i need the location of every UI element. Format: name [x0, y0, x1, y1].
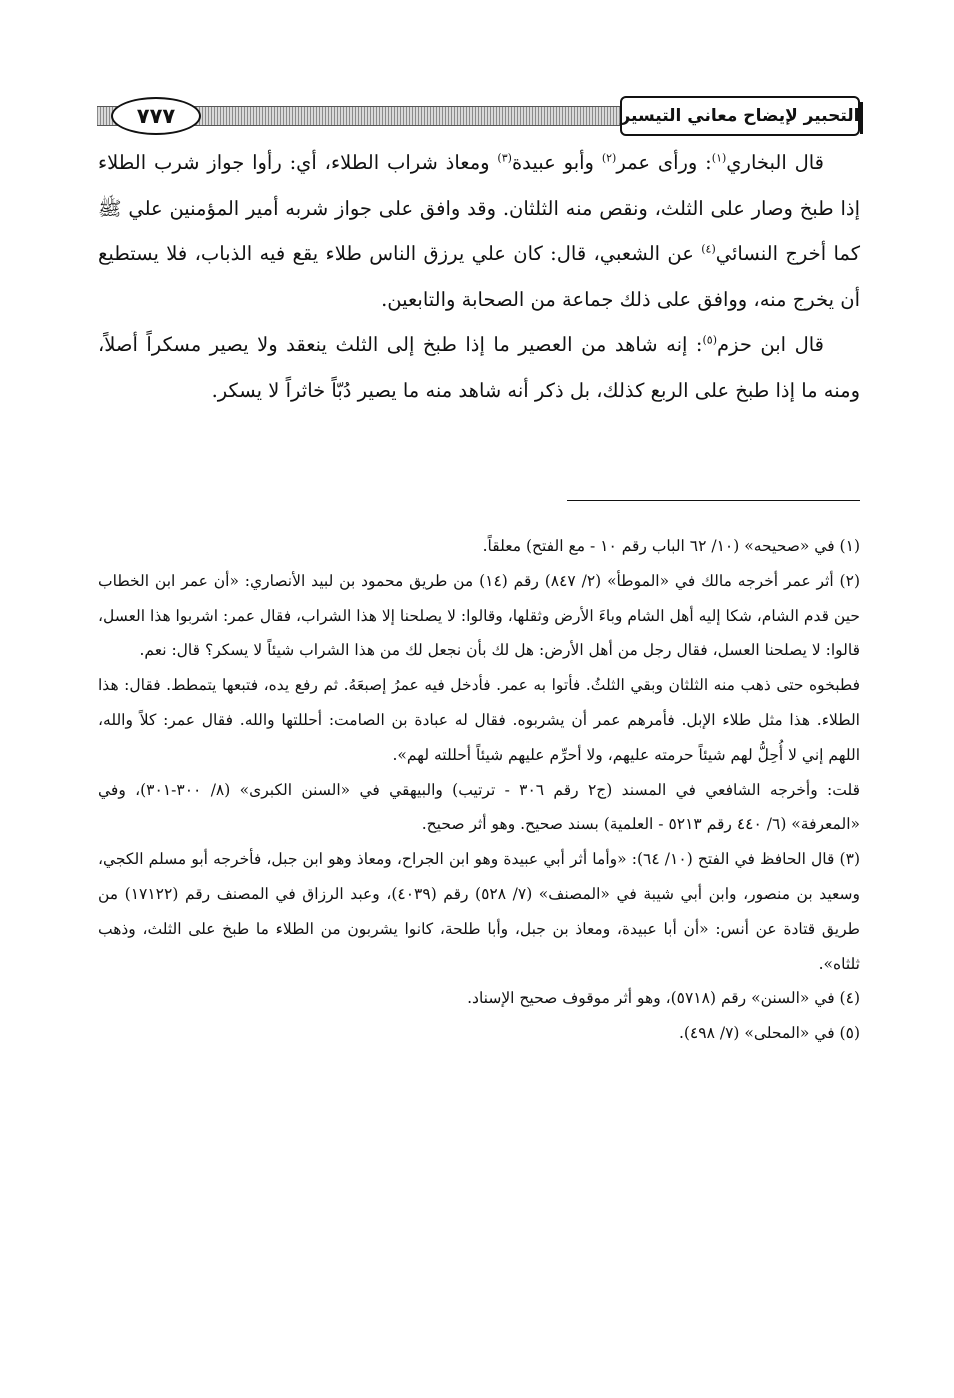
footnote-separator: [567, 500, 860, 501]
footnote-marker-5: (٥): [702, 333, 718, 347]
main-paragraph-1: قال البخاري$^{(١)}$: ورأى عمر$^{(٢)}$ وأبو عبيدة$^{(٣)}$ ومعاذ شراب الطلاء، أي: رأوا جواز شرب الطلاء إذا طبخ وصار على الثلث، ونقص منه الثلثان. وقد وافق على جواز شربه أمير المؤمنين علي ﷺ كما أخرج النسائي$^{(٤)}$ عن الشعبي، قال: كان علي يرزق الناس طلاء يقع فيه الذباب، فلا يستطيع أن يخرج منه، ووافق على ذلك جماعة من الصحابة والتابعين.: [98, 151, 860, 311]
page-header: [97, 96, 860, 136]
footnote-marker-2: (٢): [601, 151, 617, 165]
footnote-2-note: قلت: وأخرجه الشافعي في المسند (ج٢ رقم ٣٠٦ - ترتيب) والبيهقي في «السنن الكبرى» (٨/ ٣٠٠-٣٠١)، وفي «المعرفة» (٦/ ٤٤٠ رقم ٥٢١٣ - العلمية) بسند صحيح. وهو أثر صحيح.: [98, 780, 860, 834]
footnote-5: (٥) في «المحلى» (٧/ ٤٩٨).: [678, 1024, 860, 1043]
footnote-marker-1: (١): [711, 151, 727, 165]
footnote-2: (٢) أثر عمر أخرجه مالك في «الموطأ» (٢/ ٨٤٧) رقم (١٤) من طريق محمود بن لبيد الأنصاري: «أن عمر ابن الخطاب حين قدم الشام، شكا إليه أهل الشام وباءَ الأرض وثقلها، وقالوا: لا يصلحنا إلا هذا الشراب، فقال عمر: اشربوا هذا العسل، قالوا: لا يصلحنا العسل، فقال رجل من أهل الأرض: هل لك بأن نجعل لك من هذا الشراب شيئاً لا يسكر؟ قال: نعم.: [98, 571, 860, 660]
footnotes: [98, 529, 860, 1051]
footnote-1: (١) في «صحيحه» (١٠/ ٦٢ الباب رقم ١٠ - مع الفتح) معلقاً.: [482, 537, 860, 555]
page-number: ٧٧٧: [111, 97, 201, 135]
footnote-3: (٣) قال الحافظ في الفتح (١٠/ ٦٤): «وأما أثر أبي عبيدة وهو ابن الجراح، ومعاذ وهو ابن جبل، فأخرجه أبو مسلم الكجي، وسعيد بن منصور، وابن أبي شيبة في «المصنف» (٧/ ٥٢٨) رقم (٤٠٣٩)، وعبد الرزاق في المصنف رقم (١٧١٢٢) من طريق قتادة عن أنس: «أن أبا عبيدة، ومعاذ بن جبل، وأبا طلحة، كانوا يشربون من الطلاء ما طبخ على الثلث، وذهب ثلثاه».: [98, 850, 860, 973]
footnote-marker-4: (٤): [701, 242, 716, 256]
main-paragraph-2: قال ابن حزم$^{(٥)}$: إنه شاهد من العصير ما إذا طبخ إلى الثلث ينعقد ولا يصير مسكراً أصلاً، ومنه ما إذا طبخ على الربع كذلك، بل ذكر أنه شاهد منه ما يصير دُبّاً خاثراً لا يسكر.: [98, 333, 860, 402]
footnote-2-continued: فطبخوه حتى ذهب منه الثلثان وبقي الثلثُ. فأتوا به عمر. فأدخل فيه عمرُ إصبعَهُ. ثم رفع يده، فتبعها يتمطط. فقال: هذا الطلاء. هذا مثل طلاء الإبل. فأمرهم عمر أن يشربوه. فقال له عبادة بن الصامت: أحللتها والله. فقال عمر: كلاً والله، اللهم إني لا أُحِلُّ لهم شيئاً حرمته عليهم، ولا أحرِّم عليهم شيئاً أحللته لهم».: [98, 676, 860, 764]
footnote-marker-3: (٣): [497, 151, 512, 165]
footnote-4: (٤) في «السنن» رقم (٥٧١٨)، وهو أثر موقوف صحيح الإسناد.: [467, 989, 860, 1008]
book-title: التحبير لإيضاح معاني التيسير: [620, 96, 860, 136]
main-text: [98, 140, 860, 413]
